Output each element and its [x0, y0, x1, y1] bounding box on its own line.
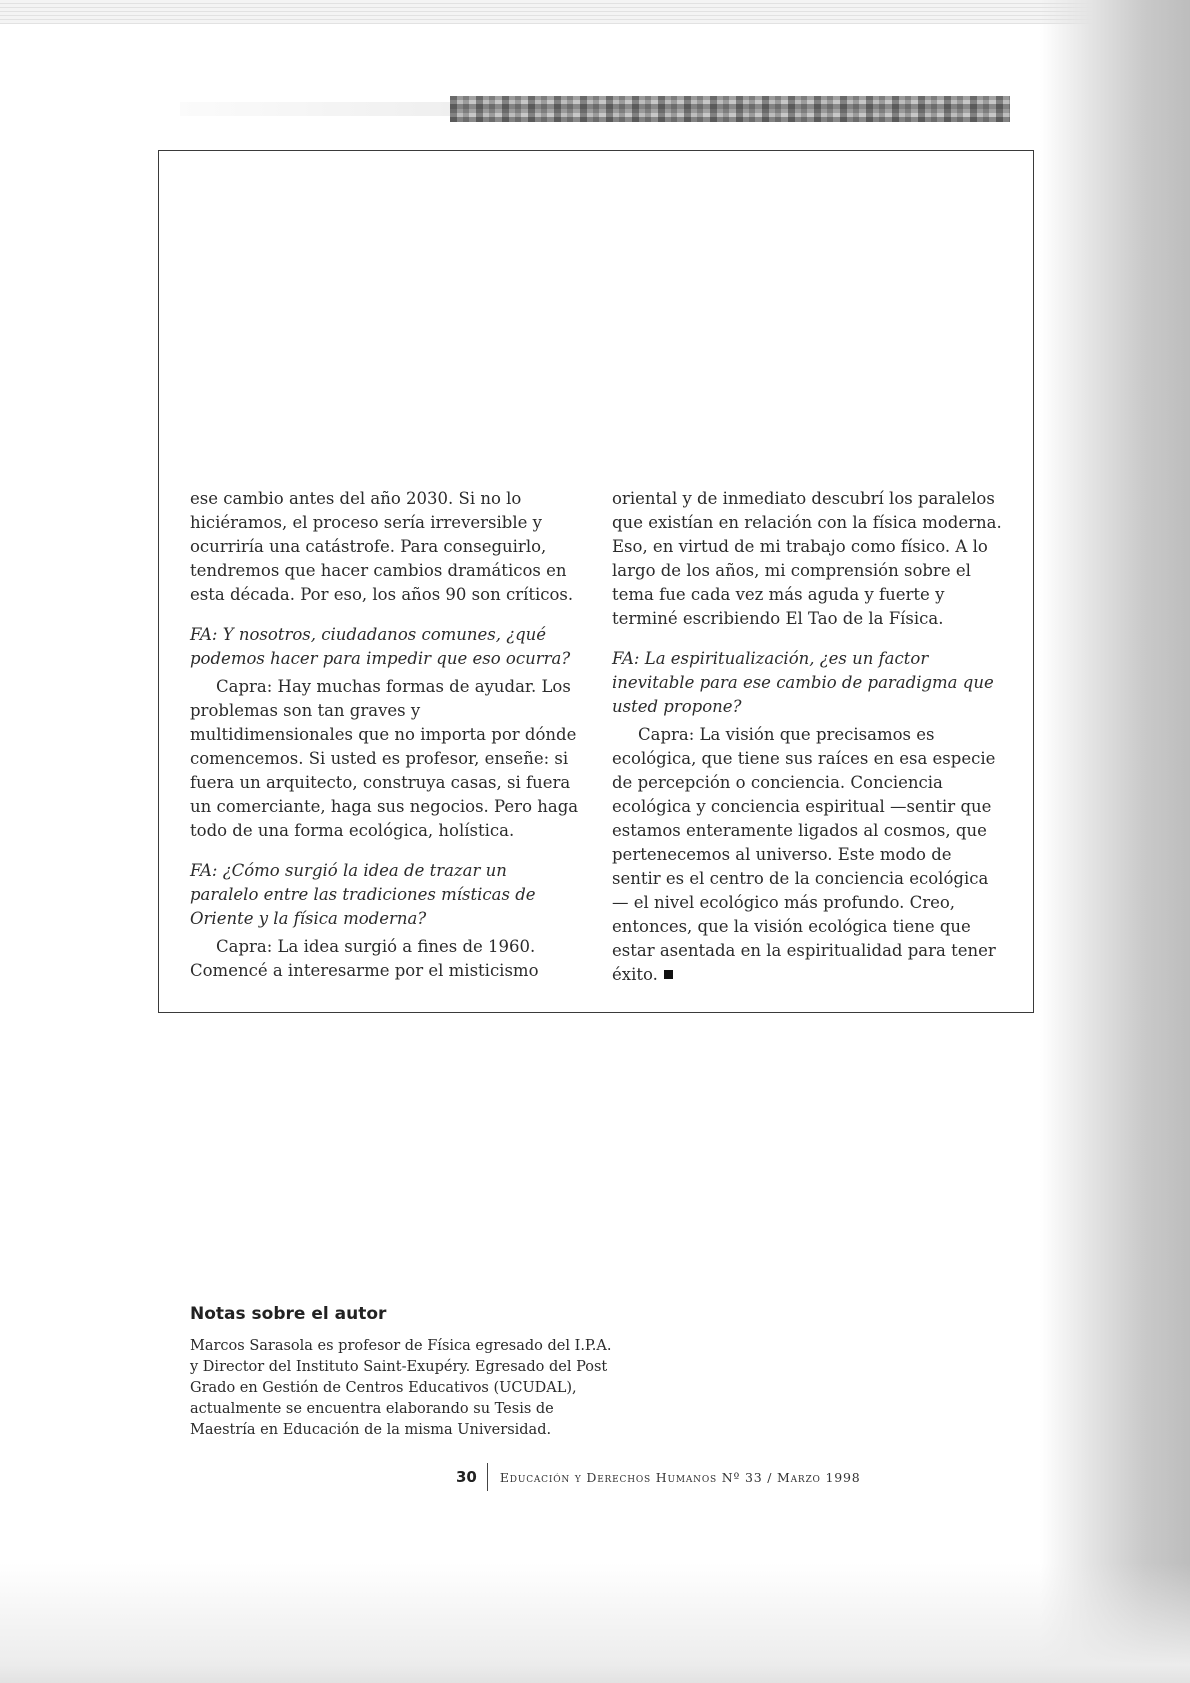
journal-citation: Educación y Derechos Humanos Nº 33 / Marzo 1998: [499, 1469, 861, 1485]
author-note: Marcos Sarasola es profesor de Física egresado del I.P.A. y Director del Instituto Saint-Exupéry. Egresado del Post Grado en Gestión de Centros Educativos (UCUDAL), actualmente se encuentra elaborando su Tesis de Maestría en Educación de la misma Universidad.: [190, 1338, 612, 1438]
interview-question: FA: Y nosotros, ciudadanos comunes, ¿qué podemos hacer para impedir que eso ocurra?: [190, 625, 571, 668]
paragraph: oriental y de inmediato descubrí los paralelos que existían en relación con la física moderna. Eso, en virtud de mi trabajo como físico. A lo largo de los años, mi comprensión sobre el tema fue cada vez más aguda y fuerte y terminé escribiendo El Tao de la Física.: [612, 489, 1002, 628]
notes-title: Notas sobre el autor: [190, 1304, 387, 1324]
paragraph: ese cambio antes del año 2030. Si no lo hiciéramos, el proceso sería irreversible y ocurriría una catástrofe. Para conseguirlo, tendremos que hacer cambios dramáticos en esta década. Por eso, los años 90 son críticos.: [190, 489, 574, 604]
binding-shadow: [1040, 0, 1190, 1683]
page-number: 30: [456, 1468, 477, 1486]
header-halftone-pattern: [450, 96, 1010, 122]
interview-question: FA: La espiritualización, ¿es un factor inevitable para ese cambio de paradigma que usted propone?: [612, 649, 994, 716]
page-top-edge: [0, 0, 1190, 24]
left-column: [190, 487, 580, 999]
answer-text: Capra: La visión que precisamos es ecológica, que tiene sus raíces en esa especie de percepción o conciencia. Conciencia ecológica y conciencia espiritual —sentir que estamos enteramente ligados al cosmos, que pertenecemos al universo. Este modo de sentir es el centro de la conciencia ecológica— el nivel ecológico más profundo. Creo, entonces, que la visión ecológica tiene que estar asentada en la espiritualidad para tener éxito.: [612, 725, 996, 984]
interview-answer: Capra: La idea surgió a fines de 1960. Comencé a interesarme por el misticismo: [190, 937, 539, 980]
interview-question: FA: ¿Cómo surgió la idea de trazar un paralelo entre las tradiciones místicas de Oriente y la física moderna?: [190, 861, 536, 928]
interview-answer: Capra: Hay muchas formas de ayudar. Los problemas son tan graves y multidimensionales que no importa por dónde comencemos. Si usted es profesor, enseñe: si fuera un arquitecto, construya casas, si fuera un comerciante, haga sus negocios. Pero haga todo de una forma ecológica, holística.: [190, 677, 579, 840]
end-of-article-mark: [664, 970, 673, 979]
interview-answer: [612, 723, 1002, 987]
header-decoration: [180, 96, 1010, 122]
header-fade-bar: [180, 102, 450, 116]
right-column: [612, 487, 1002, 1003]
page-footer: [456, 1462, 861, 1492]
bottom-shadow: [0, 1563, 1190, 1683]
footer-divider: [487, 1463, 488, 1491]
